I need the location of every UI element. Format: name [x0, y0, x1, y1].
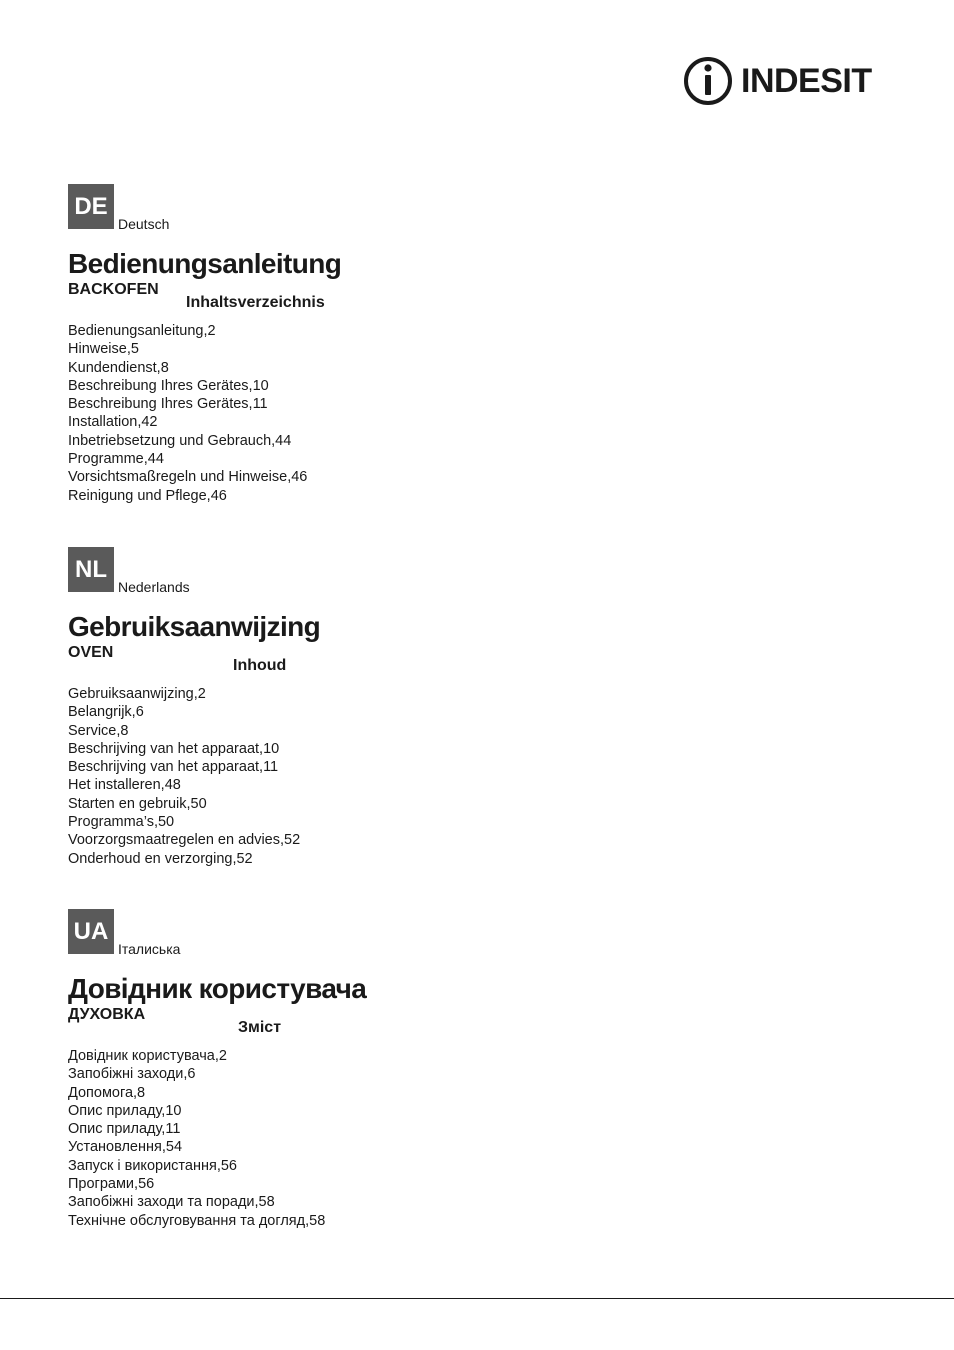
- language-name: Nederlands: [118, 579, 190, 595]
- manual-title: Довідник користувача: [68, 973, 367, 1004]
- toc-item: Het installeren,48: [68, 777, 181, 794]
- language-name: Італиська: [118, 941, 181, 957]
- product-name: ДУХОВКА: [68, 1006, 146, 1023]
- toc-item: Belangrijk,6: [68, 704, 144, 721]
- toc-item: Vorsichtsmaßregeln und Hinweise,46: [68, 469, 308, 486]
- toc-item: Inbetriebsetzung und Gebrauch,44: [68, 432, 292, 449]
- toc-item: Опис приладу,10: [68, 1102, 182, 1119]
- toc-item: Запобіжні заходи,6: [68, 1066, 196, 1083]
- toc-item: Опис приладу,11: [68, 1121, 181, 1138]
- toc-item: Bedienungsanleitung,2: [68, 323, 216, 339]
- toc-item: Технічне обслуговування та догляд,58: [68, 1212, 326, 1229]
- toc-item: Kundendienst,8: [68, 359, 169, 376]
- table-of-contents: [68, 685, 300, 868]
- toc-item: Beschrijving van het apparaat,10: [68, 740, 280, 757]
- toc-item: Довідник користувача,2: [68, 1048, 227, 1064]
- toc-heading: Inhaltsverzeichnis: [186, 294, 325, 311]
- toc-item: Programma’s,50: [68, 814, 175, 831]
- brand-logo: [683, 55, 873, 107]
- product-name: BACKOFEN: [68, 281, 159, 298]
- toc-item: Gebruiksaanwijzing,2: [68, 686, 206, 702]
- toc-item: Programme,44: [68, 451, 164, 468]
- toc-item: Voorzorgsmaatregelen en advies,52: [68, 832, 301, 849]
- toc-item: Reinigung und Pflege,46: [68, 487, 227, 504]
- footer-divider: [0, 1298, 954, 1299]
- language-badge: NL: [68, 547, 114, 592]
- table-of-contents: [68, 1047, 325, 1230]
- toc-item: Starten en gebruik,50: [68, 795, 207, 812]
- toc-item: Beschreibung Ihres Gerätes,11: [68, 396, 268, 413]
- toc-item: Hinweise,5: [68, 341, 139, 358]
- toc-item: Допомога,8: [68, 1084, 146, 1101]
- toc-item: Service,8: [68, 722, 129, 739]
- toc-item: Installation,42: [68, 414, 158, 431]
- toc-item: Beschreibung Ihres Gerätes,10: [68, 377, 269, 394]
- toc-item: Запуск і використання,56: [68, 1157, 237, 1174]
- toc-heading: Inhoud: [233, 657, 287, 674]
- toc-item: Програми,56: [68, 1176, 155, 1193]
- toc-heading: Зміст: [238, 1019, 282, 1036]
- toc-item: Установлення,54: [68, 1139, 183, 1156]
- indesit-logo-icon: [683, 55, 735, 107]
- language-name: Deutsch: [118, 216, 170, 232]
- manual-title: Bedienungsanleitung: [68, 248, 342, 279]
- brand-name: INDESIT: [741, 62, 872, 100]
- manual-title: Gebruiksaanwijzing: [68, 611, 321, 642]
- product-name: OVEN: [68, 644, 114, 661]
- toc-item: Onderhoud en verzorging,52: [68, 850, 253, 867]
- toc-item: Beschrijving van het apparaat,11: [68, 759, 279, 776]
- language-badge: DE: [68, 184, 114, 229]
- language-badge: UA: [68, 909, 114, 954]
- table-of-contents: [68, 322, 307, 505]
- toc-item: Запобіжні заходи та поради,58: [68, 1194, 275, 1211]
